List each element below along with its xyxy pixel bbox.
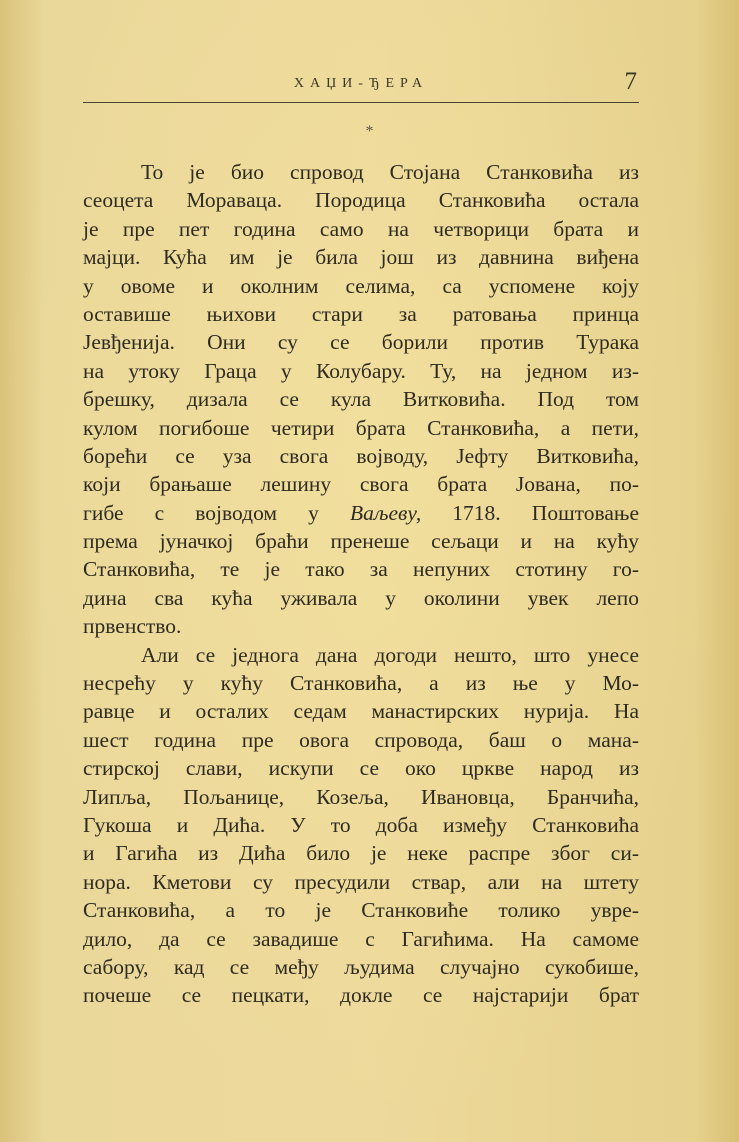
text-line: према јуначкој браћи пренеше сељаци и на кућу <box>83 529 639 554</box>
text-line: То је био спровод Стојана Станковића из <box>141 160 639 184</box>
line-text-before: гибе с војводом у <box>83 500 350 525</box>
text-line: борећи се уза свога војводу, Јефту Витковића, <box>83 443 639 468</box>
page-header <box>83 70 639 103</box>
text-line: на утоку Граца у Колубару. Ту, на једном из- <box>83 358 639 383</box>
text-line: дина сва кућа уживала у околини увек лепо <box>83 585 639 610</box>
text-line: и Гагића из Дића било је неке распре због си- <box>83 841 639 866</box>
text-line: равце и осталих седам манастирских нурија. На <box>83 699 639 724</box>
text-line: стирској слави, искупи се око цркве народ из <box>83 756 639 781</box>
paragraph-1 <box>83 158 639 641</box>
text-line: је пре пет година само на четворици брата и <box>83 216 639 241</box>
paragraph-2 <box>83 641 639 1010</box>
italic-place-name: Ваљеву, <box>349 500 422 525</box>
text-line: у овоме и околним селима, са успомене коју <box>83 273 639 298</box>
text-line: несрећу у кућу Станковића, а из ње у Мо- <box>83 671 639 696</box>
text-line: оставише њихови стари за ратовања принца <box>83 301 639 326</box>
text-line: који брањаше лешину свога брата Јована, по- <box>83 472 639 497</box>
body-text <box>83 158 639 1010</box>
line-text-after: 1718. Поштовање <box>421 500 639 525</box>
text-line: брешку, дизала се кула Витковића. Под том <box>83 387 639 412</box>
text-line: сабору, кад се међу људима случајно сукобише, <box>83 954 639 979</box>
text-line: Станковића, а то је Станковиће толико увре- <box>83 898 639 923</box>
text-line: шест година пре овога спровода, баш о мана- <box>83 727 639 752</box>
text-line: Станковића, те је тако за непуних стотину го- <box>83 557 639 582</box>
text-line: дило, да се завадише с Гагићима. На самоме <box>83 926 639 951</box>
text-line: кулом погибоше четири брата Станковића, а пети, <box>83 415 639 440</box>
text-line: Јевђенија. Они су се борили против Турака <box>83 330 639 355</box>
text-line: Липља, Пољанице, Козеља, Ивановца, Бранчића, <box>83 784 639 809</box>
text-line-with-italic <box>83 499 639 527</box>
page-number: 7 <box>624 68 637 95</box>
section-ornament: * <box>365 123 374 140</box>
text-line: мајци. Кућа им је била још из давнина виђена <box>83 245 639 270</box>
running-title: ХАЏИ-ЂЕРА <box>293 76 429 91</box>
text-line: Али се једнога дана догоди нешто, што унесе <box>141 642 639 667</box>
text-line: сеоцета Моравaца. Породица Станковића остала <box>83 188 639 213</box>
text-line: Гукоша и Дића. У то доба између Станковића <box>83 812 639 837</box>
text-line: почеше се пецкати, докле се најстарији брат <box>83 983 639 1008</box>
text-line: првенство. <box>83 614 182 639</box>
text-line: нора. Кметови су пресудили ствар, али на штету <box>83 869 639 894</box>
